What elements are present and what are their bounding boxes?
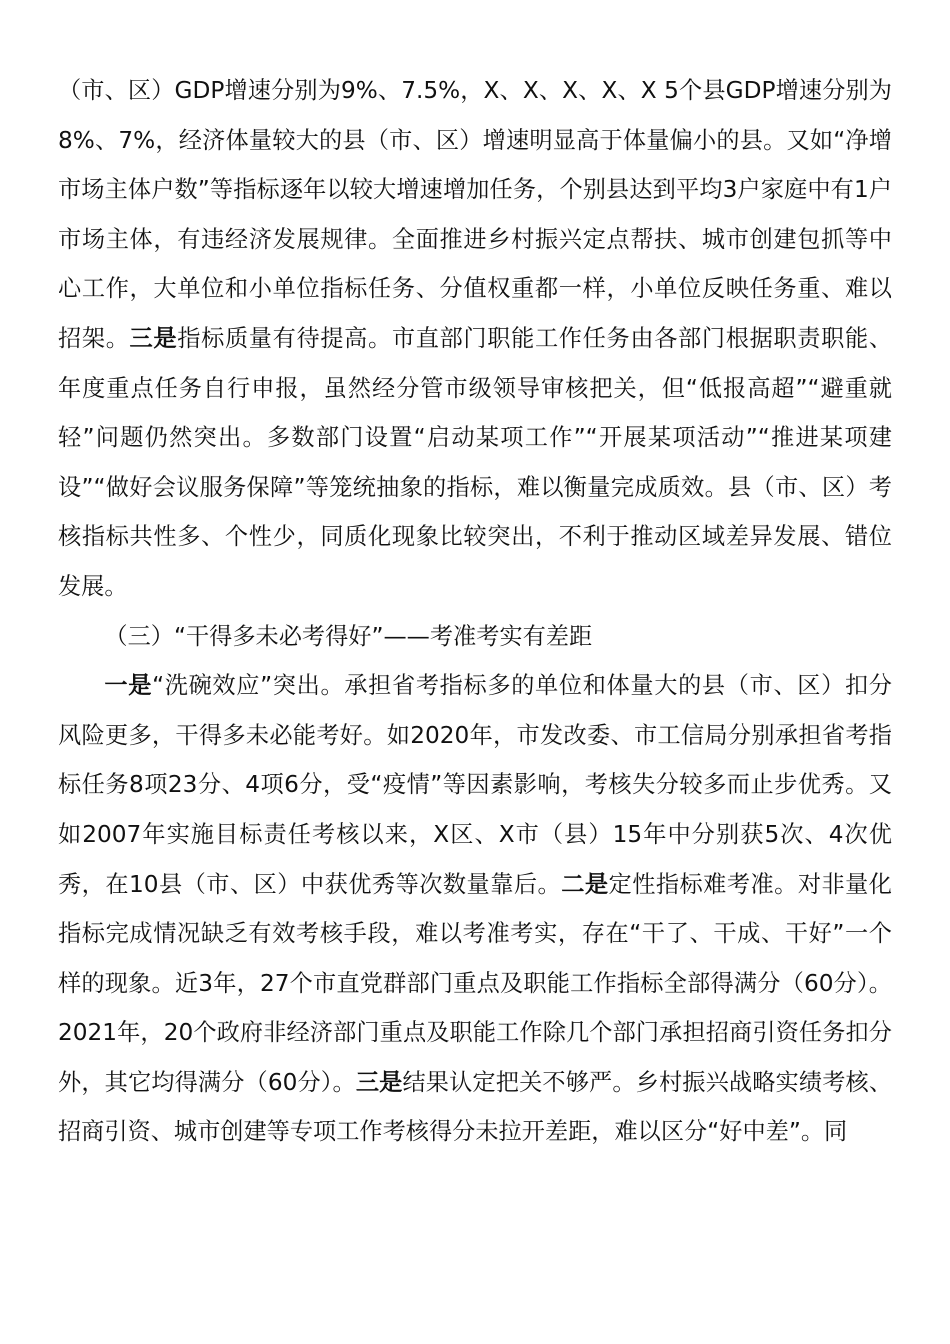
text-run: “洗碗效应”突出。承担省考指标多的单位和体量大的县（市、区）扣分风险更多，干得多未必能考好。如2020年，市发改委、市工信局分别承担省考指标任务8项23分、4项6分，受“疫情”等因素影响，考核失分较多而止步优秀。又如2007年实施目标责任考核以来，X区、X市（县）15年中分别获5次、4次优秀，在10县（市、区）中获优秀等次数量靠后。	[58, 672, 892, 898]
text-run: 定性指标难考准。对非量化指标完成情况缺乏有效考核手段，难以考准考实，存在“干了、干成、干好”一个样的现象。近3年，27个市直党群部门重点及职能工作指标全部得满分（60分）。2021年，20个政府非经济部门重点及职能工作除几个部门承担招商引资任务扣分外，其它均得满分（60分）。	[58, 870, 892, 1096]
bold-marker: 三是	[355, 1068, 403, 1096]
section-heading	[58, 612, 892, 662]
text-run: （市、区）GDP增速分别为9%、7.5%，X、X、X、X、X 5个县GDP增速分别为8%、7%，经济体量较大的县（市、区）增速明显高于体量偏小的县。又如“净增市场主体户数”等指标逐年以较大增速增加任务，个别县达到平均3户家庭中有1户市场主体，有违经济发展规律。全面推进乡村振兴定点帮扶、城市创建包抓等中心工作，大单位和小单位指标任务、分值权重都一样，小单位反映任务重、难以招架。	[58, 77, 892, 352]
document-page	[58, 66, 892, 1157]
bold-marker: 一是	[104, 672, 153, 700]
text-run: 指标质量有待提高。市直部门职能工作任务由各部门根据职责职能、年度重点任务自行申报，虽然经分管市级领导审核把关，但“低报高超”“避重就轻”问题仍然突出。多数部门设置“启动某项工作”“开展某项活动”“推进某项建设”“做好会议服务保障”等笼统抽象的指标，难以衡量完成质效。县（市、区）考核指标共性多、个性少，同质化现象比较突出，不利于推动区域差异发展、错位发展。	[58, 324, 893, 600]
section-heading-text: （三）“干得多未必考得好”——考准考实有差距	[104, 622, 593, 650]
paragraph	[58, 661, 892, 1157]
text-run: 结果认定把关不够严。乡村振兴战略实绩考核、招商引资、城市创建等专项工作考核得分未拉开差距，难以区分“好中差”。同	[58, 1068, 893, 1146]
bold-marker: 三是	[129, 324, 178, 352]
bold-marker: 二是	[561, 870, 609, 898]
paragraph	[58, 66, 892, 612]
